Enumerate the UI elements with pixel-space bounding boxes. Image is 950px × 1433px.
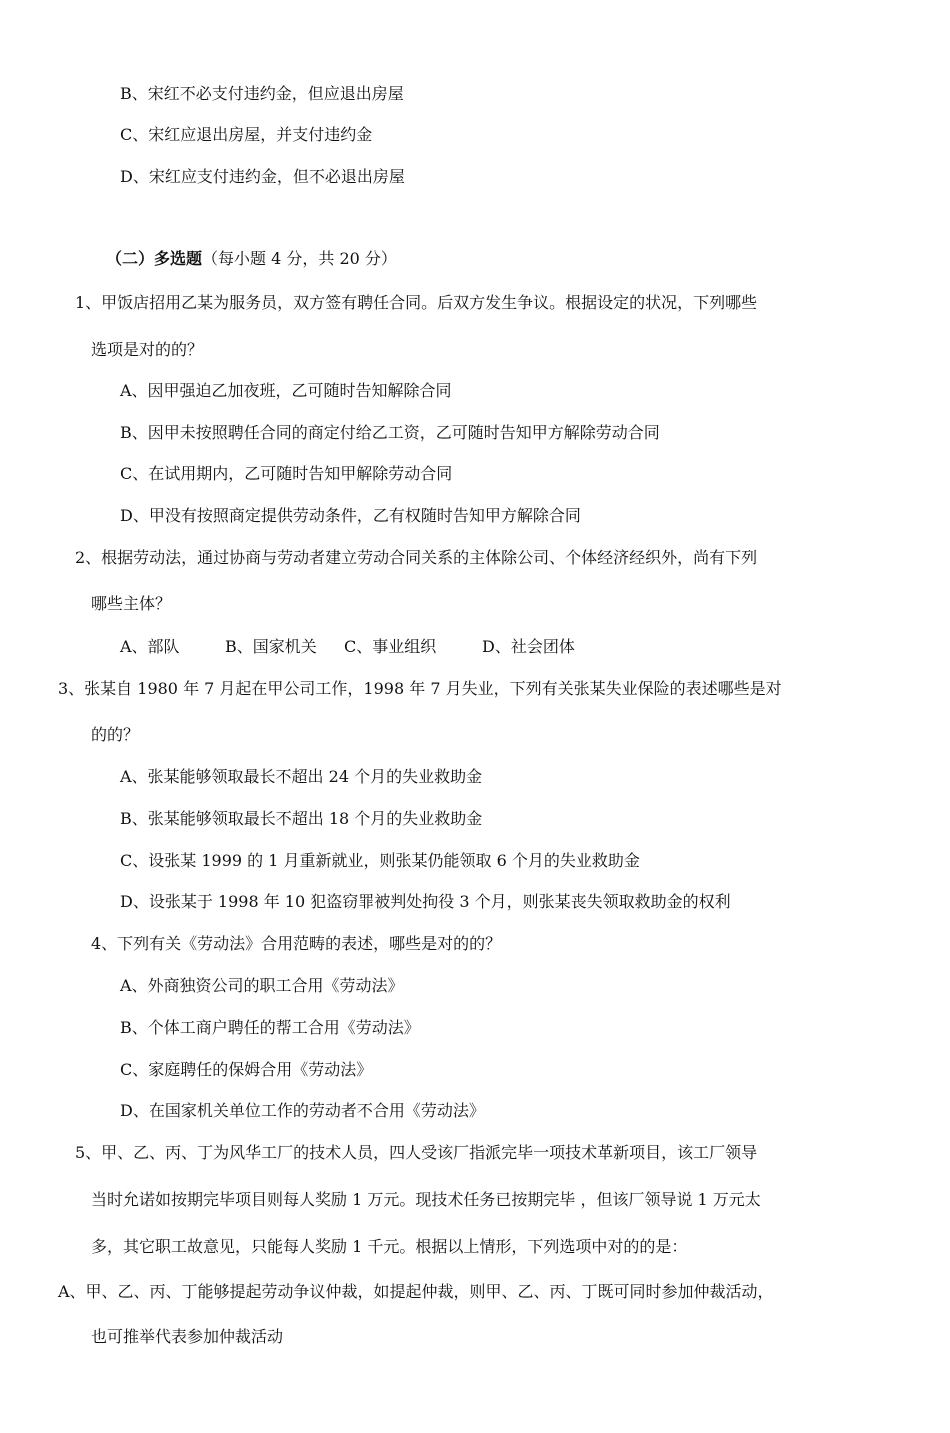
section-note: （每小题 4 分，共 20 分） (202, 249, 397, 268)
question-2-option-b: B、国家机关 (225, 637, 317, 656)
question-1-line-2: 选项是对的的？ (91, 340, 204, 359)
question-5-option-a-cont: 也可推举代表参加仲裁活动 (91, 1327, 284, 1346)
section-heading (106, 248, 397, 270)
question-3-line-1: 3、张某自 1980 年 7 月起在甲公司工作，1998 年 7 月失业，下列有关张某失业保险的表述哪些是对 (58, 679, 782, 698)
question-4-line-1: 4、下列有关《劳动法》合用范畴的表述，哪些是对的的？ (91, 934, 502, 953)
question-2-line-2: 哪些主体？ (91, 594, 172, 613)
question-5-line-1: 5、甲、乙、丙、丁为风华工厂的技术人员，四人受该厂指派完毕一项技术革新项目，该工厂领导 (75, 1143, 758, 1162)
question-3-line-2: 的的？ (91, 725, 140, 744)
section-title: （二）多选题 (106, 249, 203, 268)
question-1-option-d: D、甲没有按照商定提供劳动条件，乙有权随时告知甲方解除合同 (120, 506, 581, 525)
question-2-option-d: D、社会团体 (482, 637, 575, 656)
question-4-option-b: B、个体工商户聘任的帮工合用《劳动法》 (120, 1018, 420, 1037)
question-2-option-c: C、事业组织 (344, 637, 437, 656)
question-5-line-3: 多，其它职工故意见，只能每人奖励 1 千元。根据以上情形，下列选项中对的的是： (91, 1237, 688, 1256)
question-1-option-a: A、因甲强迫乙加夜班，乙可随时告知解除合同 (120, 381, 452, 400)
question-1-option-b: B、因甲未按照聘任合同的商定付给乙工资，乙可随时告知甲方解除劳动合同 (120, 423, 660, 442)
question-3-option-d: D、设张某于 1998 年 10 犯盗窃罪被判处拘役 3 个月，则张某丧失领取救助金的权利 (120, 892, 731, 911)
question-3-option-a: A、张某能够领取最长不超出 24 个月的失业救助金 (120, 767, 483, 786)
question-4-option-c: C、家庭聘任的保姆合用《劳动法》 (120, 1060, 373, 1079)
question-5-line-2: 当时允诺如按期完毕项目则每人奖励 1 万元。现技术任务已按期完毕 ，但该厂领导说 1 万元太 (91, 1190, 761, 1209)
question-4-option-d: D、在国家机关单位工作的劳动者不合用《劳动法》 (120, 1101, 485, 1120)
question-2-option-a: A、部队 (120, 637, 180, 656)
question-1-option-c: C、在试用期内，乙可随时告知甲解除劳动合同 (120, 464, 453, 483)
question-4-option-a: A、外商独资公司的职工合用《劳动法》 (120, 976, 404, 995)
question-3-option-c: C、设张某 1999 的 1 月重新就业，则张某仍能领取 6 个月的失业救助金 (120, 851, 640, 870)
prev-option-d: D、宋红应支付违约金，但不必退出房屋 (120, 167, 405, 186)
question-5-option-a: A、甲、乙、丙、丁能够提起劳动争议仲裁，如提起仲裁，则甲、乙、丙、丁既可同时参加仲裁活动， (58, 1282, 774, 1301)
prev-option-c: C、宋红应退出房屋，并支付违约金 (120, 125, 373, 144)
question-1-line-1: 1、甲饭店招用乙某为服务员，双方签有聘任合同。后双方发生争议。根据设定的状况，下列哪些 (75, 293, 758, 312)
question-3-option-b: B、张某能够领取最长不超出 18 个月的失业救助金 (120, 809, 483, 828)
prev-option-b: B、宋红不必支付违约金，但应退出房屋 (120, 84, 404, 103)
question-2-line-1: 2、根据劳动法，通过协商与劳动者建立劳动合同关系的主体除公司、个体经济经织外，尚有下列 (75, 548, 758, 567)
